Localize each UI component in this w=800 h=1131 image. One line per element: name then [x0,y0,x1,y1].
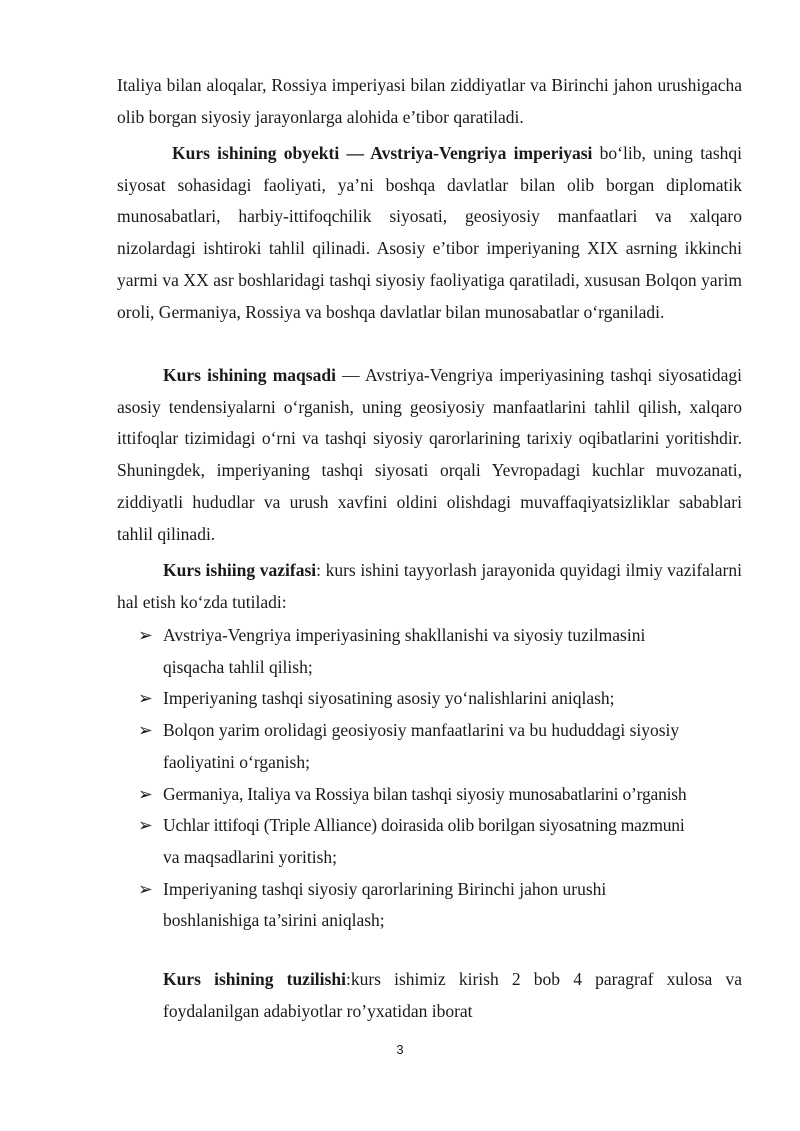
bullet-text: Imperiyaning tashqi siyosatining asosiy yo‘nalishlarini aniqlash; [163,688,615,709]
bullet-text: va maqsadlarini yoritish; [163,846,337,867]
arrow-bullet-icon: ➢ [138,815,153,836]
bullet-item [138,683,748,715]
bullet-item [138,779,748,811]
arrow-bullet-icon: ➢ [138,878,153,899]
arrow-bullet-icon: ➢ [138,720,153,741]
bullet-text: boshlanishiga ta’sirini aniqlash; [163,910,385,931]
paragraph-text: Italiya bilan aloqalar, Rossiya imperiyasi bilan ziddiyatlar va Birinchi jahon urushigacha olib borgan siyosiy jarayonlarga alohida e’tibor qaratiladi. [117,75,742,127]
bullet-text: Avstriya-Vengriya imperiyasining shakllanishi va siyosiy tuzilmasini [163,625,646,645]
paragraph-text: — Avstriya-Vengriya imperiyasining tashqi siyosatidagi asosiy tendensiyalarni o‘rganish, uning geosiyosiy manfaatlarini tahlil qilish, xalqaro ittifoqlar tizimidagi o‘rni va tashqi siyosiy qarorlarining tarixiy oqibatlarini yoritishdir. Shuningdek, imperiyaning tashqi siyosati orqali Yevropadagi kuchlar muvozanati, ziddiyatli hududlar va urush xavfini oldini olishdagi muvaffaqiyatsizliklar sabablari tahlil qilinadi. [117,365,742,544]
paragraph-course-object [117,138,742,328]
arrow-bullet-icon: ➢ [138,688,153,709]
arrow-bullet-icon: ➢ [138,625,153,645]
paragraph-intro-continuation [117,70,742,133]
paragraph-text: :kurs ishimiz kirish 2 bob 4 paragraf xulosa va foydalanilgan adabiyotlar ro’yxatidan iborat [163,969,742,1021]
paragraph-text: : kurs ishini tayyorlash jarayonida quyidagi ilmiy vazifalarni hal etish ko‘zda tutiladi: [117,560,742,612]
bullet-item [138,715,748,778]
bullet-text: Imperiyaning tashqi siyosiy qarorlarining Birinchi jahon urushi [163,878,607,899]
bullet-text: faoliyatini o‘rganish; [163,751,310,772]
paragraph-course-structure [163,964,742,1027]
bold-heading-tasks: Kurs ishiing vazifasi [163,560,317,580]
tasks-bullet-list [138,620,748,937]
bold-heading-goal: Kurs ishining maqsadi [163,365,336,385]
bold-heading-object: Kurs ishining obyekti — Avstriya-Vengriya imperiyasi [172,143,593,163]
bullet-text: Germaniya, Italiya va Rossiya bilan tashqi siyosiy munosabatlarini o’rganish [163,783,687,804]
paragraph-text: bo‘lib, uning tashqi siyosat sohasidagi faoliyati, ya’ni boshqa davlatlar bilan olib borgan diplomatik munosabatlari, harbiy-ittifoqchilik siyosati, geosiyosiy manfaatlari va xalqaro nizolardagi ishtiroki tahlil qilinadi. Asosiy e’tibor imperiyaning XIX asrning ikkinchi yarmi va XX asr boshlaridagi tashqi siyosiy faoliyatiga qaratiladi, xususan Bolqon yarim oroli, Germaniya, Rossiya va boshqa davlatlar bilan munosabatlar o‘rganiladi. [117,143,743,322]
bullet-text: qisqacha tahlil qilish; [163,656,313,677]
bullet-item [138,810,748,873]
bold-heading-structure: Kurs ishining tuzilishi [163,969,346,989]
bullet-text: Uchlar ittifoqi (Triple Alliance) doirasida olib borilgan siyosatning mazmuni [163,815,685,836]
paragraph-course-goal [117,360,742,550]
bullet-item [138,620,748,683]
bullet-text: Bolqon yarim orolidagi geosiyosiy manfaatlarini va bu hududdagi siyosiy [163,720,680,741]
page-number: 3 [396,1042,404,1057]
arrow-bullet-icon: ➢ [138,783,153,804]
bullet-item [138,874,748,937]
paragraph-course-tasks [117,555,742,618]
